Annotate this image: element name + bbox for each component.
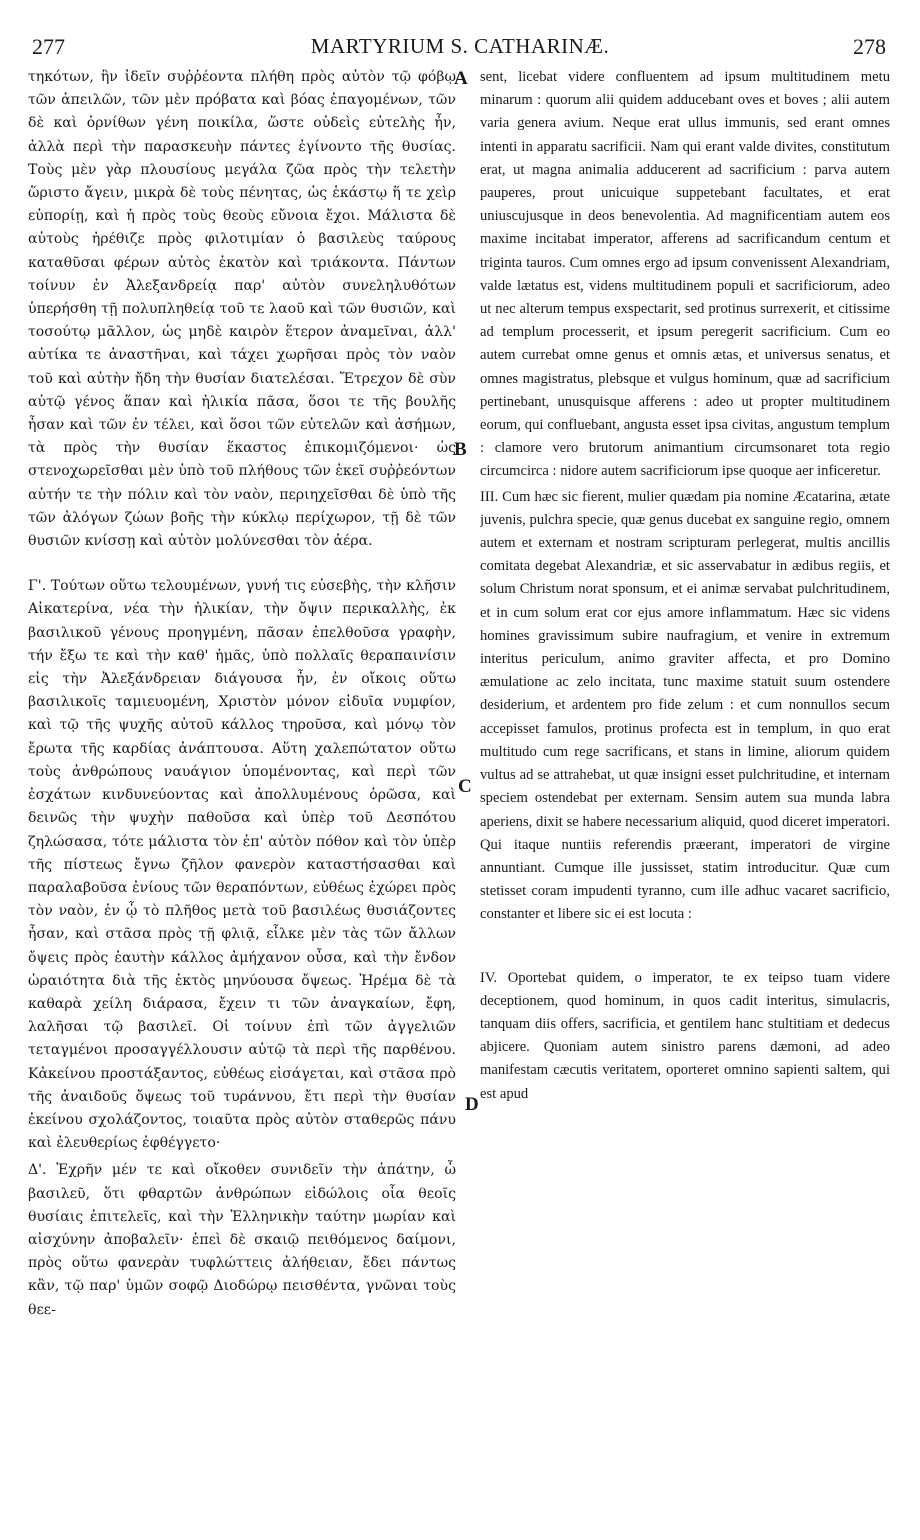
margin-letter-a: A xyxy=(454,68,468,89)
page-header xyxy=(30,34,890,60)
margin-letter-d: D xyxy=(465,1094,479,1115)
latin-column xyxy=(480,66,890,1106)
latin-paragraph-1: sent, licebat videre confluentem ad ipsum multitudinem metu minarum : quorum alii quidem adducebant oves et boves ; alii autem varia genera avium. Neque erat ullus immunis, sed erant omnes intenti in apparatu sacrificii. Nam qui erant valde divites, constitutum erat, ut magna animalia adducerent ad sacrificium : parva autem pauperes, prout unicuique suppetebant facultates, et erat uniuscujusque in deos benevolentia. Ad magnificentiam autem eos maxime incitabat imperator, afferens ad sacrificandum centum et triginta tauros. Cum omnes ergo ad ipsum convenissent Alexandriam, valde lætatus est, videns multitudinem populi et sacrificiorum, adeo ut nec alterum tempus exspectarit, sed protinus surrexerit, et citissime ad templum processerit, et ipsum peregerit sacrificium. Cum eo autem currebat omne genus et omnis ætas, et universus senatus, et omnes magistratus, plebsque et vulgus hominum, quæ ad sacrificium pertinebant, unusquisque afferens : adeo ut propter multitudinem eorum, qui confluebant, angusta esset ipsa civitas, angustum templum : clamore vero brutorum animantium circumsonaret tota regio circumcirca : nidore autem sacrificiorum ipse quoque aer inficeretur. xyxy=(480,69,890,480)
page-number-right: 278 xyxy=(853,34,886,59)
greek-paragraph-3: Δ'. Ἐχρῆν μέν τε καὶ οἴκοθεν συνιδεῖν τὴν ἀπάτην, ὦ βασιλεῦ, ὅτι φθαρτῶν ἀνθρώπων εἰδώλοις οἷα θεοῖς θυσίαις ἐπιτελεῖς, καὶ τὴν Ἑλληνικὴν ταύτην μωρίαν καὶ αἰσχύνην ἀποβαλεῖν· ἐπεὶ δὲ σκαιῷ πειθόμενος δαίμονι, πρὸς οὕτω φανερὰν τυφλώττεις ἀλήθειαν, ἔδει πάντως κἂν, τῷ παρ' ὑμῶν σοφῷ Διοδώρῳ πεισθέντα, γνῶναι τοὺς θεε- xyxy=(28,1162,456,1318)
running-title: MARTYRIUM S. CATHARINÆ. xyxy=(310,34,610,58)
greek-paragraph-2: Γ'. Τούτων οὕτω τελουμένων, γυνή τις εὐσεβὴς, τὴν κλῆσιν Αἰκατερίνα, νέα τὴν ἡλικίαν, τὴν ὄψιν περικαλλὴς, ἐκ βασιλικοῦ γένους προηγμένη, πᾶσαν ἐπελθοῦσα γραφὴν, τήν ἔξω τε καὶ τὴν καθ' ἡμᾶς, ὑπὸ πολλαῖς θεραπαινίσιν εἰς τὴν Ἀλεξάνδρειαν διάγουσα ἦν, ἐν οἴκοις οὕτω βασιλικοῖς ταμιευομένη, Χριστὸν μόνον εἰδυῖα νυμφίον, καὶ τῷ τῆς ψυχῆς αὐτοῦ κάλλος τηροῦσα, καὶ μόνῳ τὸν ἔρωτα τῆς καρδίας ἀνάπτουσα. Αὕτη χαλεπώτατον οὕτω τοὺς ἀνθρώπους ναυάγιον ὑπομένοντας, καὶ περὶ τῶν ἐσχάτων κινδυνεύοντας καὶ ἀπολλυμένους ὁρῶσα, καὶ δεινῶς τὴν ψυχὴν παθοῦσα καὶ ὑπὲρ τοῦ Δεσπότου ζηλώσασα, τότε μάλιστα τὸν ἐπ' αὐτὸν πόθον καὶ τὸν ὑπὲρ τῆς πίστεως ἔγνω ζῆλον φανερὸν καταστήσασθαι καὶ παραλαβοῦσα ἐνίους τῶν θεραπόντων, εὐθέως ἐχώρει πρὸς τὸν ναὸν, ἐν ᾧ τὸ πλῆθος μετὰ τοῦ βασιλέως θυσιάζοντες ἦσαν, καὶ στᾶσα πρὸς τῇ φλιᾷ, εἷλκε μὲν τὰς τῶν ἄλλων ὄψεις πρὸς ἑαυτὴν κάλλος ἀμήχανον οὖσα, καὶ τὴν ἔνδον ὡραιότητα διὰ τῆς ἐκτὸς μηνύουσα ὄψεως. Ἠρέμα δὲ τὰ καθαρὰ χείλη διάρασα, ἔχειν τι τῶν ἀναγκαίων, ἔφη, λαλῆσαι τῷ βασιλεῖ. Οἱ τοίνυν ἐπὶ τῶν ἀγγελιῶν τεταγμένοι προσαγγέλλουσιν αὐτῷ τὰ περὶ τῆς παρθένου. Κἀκείνου προστάξαντος, εὐθέως εἰσάγεται, καὶ στᾶσα πρὸ τῆς ἀναιδοῦς ὄψεως τοῦ τυράννου, ἔτι περὶ τὴν θυσίαν ἐκείνου σχολάζοντος, τοιαῦτα πρὸς αὐτὸν σταθερῶς πάνυ καὶ ἐλευθερίως ἐφθέγγετο· xyxy=(28,578,456,1152)
page-number-left: 277 xyxy=(32,34,65,59)
latin-paragraph-3: IV. Oportebat quidem, o imperator, te ex teipso tuam videre deceptionem, quod hominum, in quos cadit interitus, simulacris, tanquam diis offers, sacrificia, et gentilem hanc stultitiam et dedecus abjicere. Quoniam autem sinistro parens dæmoni, ad adeo manifestam cæcutis veritatem, oporteret omnino sapienti saltem, qui est apud xyxy=(480,969,890,1102)
greek-column xyxy=(28,66,456,1322)
greek-paragraph-1: τηκότων, ἣν ἰδεῖν συῤῥέοντα πλήθη πρὸς αὐτὸν τῷ φόβῳ τῶν ἀπειλῶν, τῶν μὲν πρόβατα καὶ βόας ἐπαγομένων, τῶν δὲ καὶ ὀρνίθων γένη ποικίλα, ὥστε οὐδεὶς εὐτελὴς ἦν, ἀλλὰ περὶ τὴν παρασκευὴν πάντες ἐγίνοντο τῆς θυσίας. Τοὺς μὲν γὰρ πλουσίους μεγάλα ζῶα πρὸς τὴν τελετὴν ὥριστο ἄγειν, μικρὰ δὲ τοὺς πένητας, ὡς ἑκάστῳ ἥ τε χεὶρ εὐπορίῃ, καὶ ἡ πρὸς τοὺς θεοὺς εὔνοια ἔχοι. Μάλιστα δὲ αὐτοὺς ἠρέθιζε πρὸς φιλοτιμίαν ὁ βασιλεὺς ταύρους καταθῦσαι φέρων αὐτὸς ἑκατὸν καὶ τριάκοντα. Πάντων τοίνυν ἐν Ἀλεξανδρείᾳ παρ' αὐτὸν συνεληλυθότων ὑπερήσθη τῇ πολυπληθείᾳ τοῦ τε λαοῦ καὶ τῶν θυσιῶν, καὶ τοσούτῳ μᾶλλον, ὡς μηδὲ καιρὸν ἕτερον ἀναμεῖναι, ἀλλ' αὐτίκα τε ἀναστῆναι, καὶ τάχει χωρῆσαι πρὸς τὸν ναὸν τοῦ καὶ αὐτὴν ἤδη τὴν θυσίαν διατελέσαι. Ἔτρεχον δὲ σὺν αὐτῷ γένος ἅπαν καὶ ἡλικία πᾶσα, ὅσοι τε τῆς βουλῆς ἦσαν καὶ τῶν ἐν τέλει, καὶ ὅσοι τῶν εὐτελῶν καὶ ἀσήμων, τὰ πρὸς τὴν θυσίαν ἕκαστος ἐπικομιζόμενοι· ὡς στενοχωρεῖσθαι μὲν ὑπὸ τοῦ πλήθους τῶν ἐκεῖ συῤῥεόντων αὐτήν τε τὴν πόλιν καὶ τὸν ναὸν, περιηχεῖσθαι δὲ ὑπὸ τῆς τῶν ἀλόγων ζώων βοῆς τὴν κύκλῳ περίχωρον, τῇ δὲ τῶν θυσιῶν κνίσσῃ καὶ αὐτὸν μολύνεσθαι τὸν ἀέρα. xyxy=(28,69,456,550)
margin-letter-c: C xyxy=(458,776,472,797)
latin-paragraph-2: III. Cum hæc sic fierent, mulier quædam pia nomine Æcatarina, ætate juvenis, pulchra specie, quæ genus ducebat ex sanguine regio, omnem autem et externam et nostram scripturam perlegerat, multis ancillis comitata degebat Alexandriæ, et sic asservabatur in ædibus regiis, et solum Christum norat sponsum, et ei animæ servabat pulchritudinem, et in cum solum erat cor ejus amore inflammatum. Hæc sic videns homines gravissimum subire naufragium, et venire in extremum interitus periculum, animo graviter affecta, et pro Domino æmulatione ac zelo incitata, tunc maxime statuit suum ostendere desiderium, et ardentem pro fide zelum : et cum nonnullos secum accepisset famulos, protinus profecta est in templum, in quo erat multitudo cum rege sacrificans, et stans in limine, aliorum quidem vultus ad se attrahebat, ut quæ insigni esset pulchritudine, et internam speciem ostendebat per externam. Sensim autem sua munda labra aperiens, dixit se habere necessarium aliquid, quod diceret imperatori. Qui itaque nuntiis referendis præerant, imperatori de virgine annuntiant. Cumque ille jussisset, statim introducitur. Quæ cum stetisset coram impudenti tyranno, cum ille adhuc vacaret sacrificio, constanter et libere sic ei est locuta : xyxy=(480,488,890,923)
margin-letter-b: B xyxy=(454,439,467,460)
